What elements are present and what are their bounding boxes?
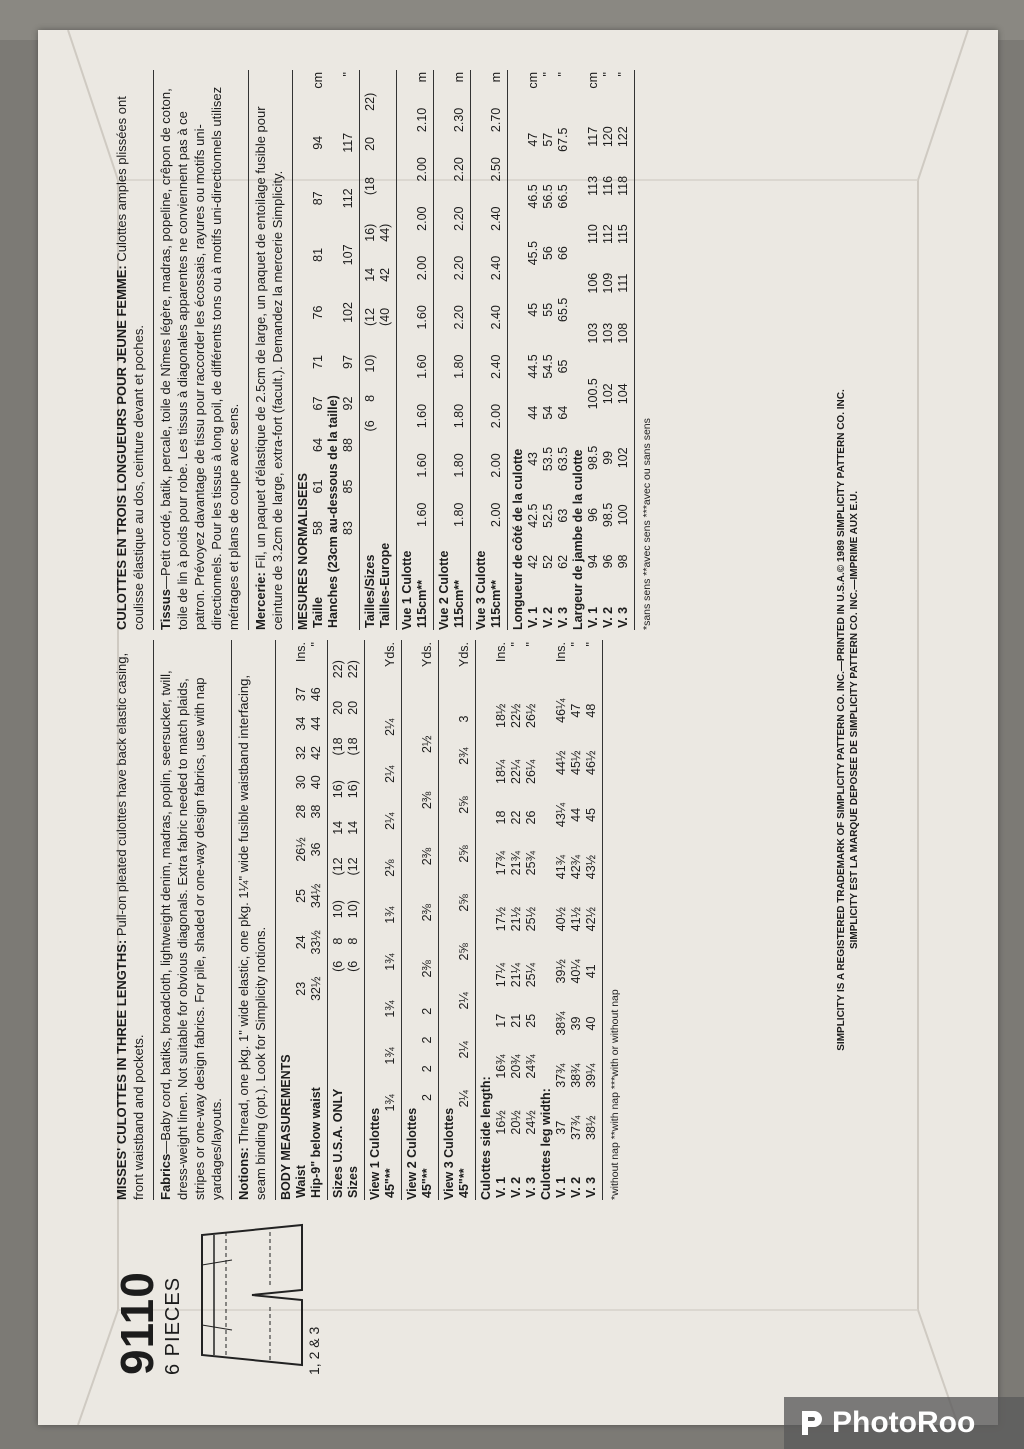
english-notions	[232, 640, 276, 1200]
notions-label: Notions:	[236, 1147, 251, 1200]
table-row: V. 1 37 37¾ 38¾ 39½ 40½ 41¾ 43¼ 44½ 46¼ Ins.	[554, 642, 568, 1198]
table-row: V. 2 20½ 20¾ 21 21¼ 21½ 21¾ 22 22¼ 22½ "	[509, 642, 523, 1198]
table-row: V. 3 24½ 24¾ 25 25¼ 25½ 25¾ 26 26¼ 26½ "	[524, 642, 538, 1198]
english-title: MISSES' CULOTTES IN THREE LENGTHS:	[114, 939, 129, 1200]
table-row: 83 85 88 92 97 102 107 112 117 "	[341, 72, 355, 535]
view3-yardage: View 3 Culottes 45"** 2¼ 2¼ 2¼ 2⅝ 2⅝ 2⅝ 2⅝ 2¾ 3 Yds.	[439, 640, 476, 1200]
french-column	[110, 70, 653, 630]
photoroom-logo-icon	[798, 1409, 824, 1437]
side-length-table	[494, 640, 539, 1200]
rotated-content	[110, 72, 890, 1375]
view2-yardage: View 2 Culottes 45"** 2 2 2 2 2⅜ 2⅜ 2⅜ 2⅜ 2½ Yds.	[402, 640, 439, 1200]
row-label: Waist	[294, 1165, 308, 1198]
notions-text: Fil, un paquet d'élastique de 2.5cm de large, un paquet de entoilage fusible pour ceinture de 3.2cm de large, extra-fort (facult.). Demandez la mercerie Simplicity.	[253, 106, 285, 630]
table-row: V. 3 38½ 39¼ 40 41 42½ 43½ 45 46½ 48 "	[584, 642, 598, 1198]
yardage-table	[415, 70, 430, 630]
sizes-section	[328, 640, 365, 1200]
leg-width-table	[586, 70, 631, 630]
table-row: V. 3 98 100 102 104 108 111 115 118 122 "	[616, 72, 630, 628]
yardage-table	[383, 640, 398, 1200]
french-fabrics	[154, 70, 249, 630]
table-row: Waist 23 24 25 26½ 28 30 32 34 37 Ins.	[294, 642, 308, 1198]
trademark-line-1: SIMPLICITY IS A REGISTERED TRADEMARK OF SIMPLICITY PATTERN CO. INC.—PRINTED IN U.S.A.© 1989 SIMPLICITY PATTERN CO. INC.	[836, 389, 847, 1051]
measurements-table	[294, 640, 324, 1200]
side-length-table	[526, 70, 571, 630]
table-row: Sizes U.S.A. ONLY (6 8 10) (12 14 16) (18 20 22)	[331, 660, 345, 1198]
fabrics-label: Fabrics	[158, 1153, 173, 1200]
french-notions	[249, 70, 293, 630]
notions-label: Mercerie:	[253, 572, 268, 630]
table-row: 45"** 1¾ 1¾ 1¾ 1¾ 1¾ 2⅛ 2¼ 2¼ 2¼ Yds.	[383, 642, 397, 1198]
table-row: Tailles/Sizes (6 8 10) (12 14 16) (18 20 22)	[363, 92, 377, 628]
sizes-table	[363, 70, 393, 630]
notions-text: Thread, one pkg. 1" wide elastic, one pkg. 1¼" wide fusible waistband interfacing, seam binding (opt.). Look for Simplicity notions.	[236, 675, 268, 1200]
row-label: Hip-9" below waist	[309, 1087, 323, 1198]
english-column	[110, 640, 621, 1200]
body-measurements-title: BODY MEASUREMENTS	[279, 1054, 293, 1200]
pieces-count: 6 PIECES	[162, 1276, 184, 1375]
views-label: 1, 2 & 3	[306, 1326, 322, 1375]
sizes-table	[331, 640, 361, 1200]
vue2-metrage: Vue 2 Culotte 115cm** 1.80 1.80 1.80 1.80 2.20 2.20 2.20 2.20 2.30 m	[434, 70, 471, 630]
table-row: Hip-9" below waist 32½ 33½ 34½ 36 38 40 42 44 46 "	[309, 642, 323, 1198]
english-intro: Pull-on pleated culottes have back elastic casing, front waistband and pockets.	[114, 652, 146, 1200]
longueur-cote: Longueur de côté de la culotte V. 1 42 42.5 43 44 44.5 45 45.5 46.5 47 cm V. 2 52 52.5 53.5 54 54.5 55 56 56.5 57 " V. 3 62 63 63.5 64 65 65.5 66 66.5 67.5 " Largeur de jambe de la culotte V. 1 94 96 98.5 100.5 103 106 110 113 117 cm V. 2 96 98.5 99 102 103 109 112 116 120 " V. 3 98 100 102 104 108 111 115 118 122 "	[508, 70, 635, 630]
table-row: V. 2 52 52.5 53.5 54 54.5 55 56 56.5 57 "	[541, 72, 555, 628]
side-length: Culottes side length: V. 1 16½ 16¾ 17 17¼ 17½ 17¾ 18 18¼ 18½ Ins. V. 2 20½ 20¾ 21 21¼ 21½ 21¾ 22 22¼ 22½ " V. 3 24½ 24¾ 25 25¼ 25½ 25¾ 26 26¼ 26½ " Culottes leg width: V. 1 37 37¾ 38¾ 39½ 40½ 41¾ 43¼ 44½ 46¼ Ins. V. 2 37¾ 38¾ 39 40¼ 41½ 42¾ 44 45½ 47 " V. 3 38½ 39¼ 40 41 42½ 43½ 45 46½ 48 "	[476, 640, 603, 1200]
photoroom-watermark	[784, 1397, 1024, 1449]
table-row: V. 1 42 42.5 43 44 44.5 45 45.5 46.5 47 cm	[526, 72, 540, 628]
table-row: V. 3 62 63 63.5 64 65 65.5 66 66.5 67.5 "	[556, 72, 570, 628]
table-row: Sizes (6 8 10) (12 14 16) (18 20 22)	[346, 660, 360, 1198]
french-title-block	[110, 70, 154, 630]
table-row: Hanches (23cm au-dessous de la taille)	[326, 395, 340, 628]
table-row: 115cm** 1.80 1.80 1.80 1.80 2.20 2.20 2.20 2.20 2.30 m	[452, 72, 466, 628]
vue3-metrage: Vue 3 Culotte 115cm** 2.00 2.00 2.00 2.40 2.40 2.40 2.40 2.50 2.70 m	[471, 70, 508, 630]
table-row: 115cm** 2.00 2.00 2.00 2.40 2.40 2.40 2.40 2.50 2.70 m	[489, 72, 503, 628]
table-row: Tailles-Europe (40 42 44)	[378, 223, 392, 628]
mesures-normalisees	[293, 70, 360, 630]
fabrics-text: —Petit cordé, batik, percale, toile de Nîmes légère, madras, popeline, crêpon de coton, toile de lin à poids pour robe. Les tissus à diagonales apparentes ne conviennent pas à ce patron. Prévoyez davantage de tissu pour raccorder les écossais, rayures ou motifs uni-directionnels. Pour les tissus à long poil, de différents tons ou à motifs uni-directionnels utilisez métrages et plans de coupe avec sens.	[158, 86, 241, 630]
yardage-table	[420, 640, 435, 1200]
table-row: 115cm** 1.60 1.60 1.60 1.60 1.60 2.00 2.00 2.00 2.10 m	[415, 72, 429, 628]
table-row: 45"** 2¼ 2¼ 2¼ 2⅝ 2⅝ 2⅝ 2⅝ 2¾ 3 Yds.	[457, 642, 471, 1198]
french-footnote: *sans sens **avec sens ***avec ou sans sens	[641, 418, 653, 630]
mesures-title: MESURES NORMALISEES	[296, 473, 310, 630]
yardage-table	[457, 640, 472, 1200]
pattern-number: 9110	[111, 1271, 163, 1375]
yardage-table	[452, 70, 467, 630]
trademark-line-2: SIMPLICITY EST LA MARQUE DEPOSEE DE SIMPLICITY PATTERN CO. INC.—IMPRIME AUX E.U.	[849, 491, 860, 950]
measurements-table	[311, 70, 356, 630]
watermark-text: PhotoRoo	[832, 1406, 976, 1439]
culottes-illustration	[192, 1215, 312, 1375]
english-title-block	[110, 640, 154, 1200]
table-row: V. 2 96 98.5 99 102 103 109 112 116 120 "	[601, 72, 615, 628]
leg-width-table	[554, 640, 599, 1200]
english-fabrics	[154, 640, 232, 1200]
table-row: V. 2 37¾ 38¾ 39 40¼ 41½ 42¾ 44 45½ 47 "	[569, 642, 583, 1198]
fabrics-text: —Baby cord, batiks, broadcloth, lightweight denim, madras, poplin, seersucker, twill, dress-weight linen. Not suitable for obvious diagonals. Extra fabric needed to match plaids, stripes or one-way design fabrics. For pile, shaded or one-way design fabrics, use with nap yardages/layouts.	[158, 670, 224, 1200]
trademark-notice	[835, 145, 861, 1295]
french-title: CULOTTES EN TROIS LONGUEURS POUR JEUNE FEMME:	[114, 265, 129, 630]
table-row: V. 1 16½ 16¾ 17 17¼ 17½ 17¾ 18 18¼ 18½ Ins.	[494, 642, 508, 1198]
fabrics-label: Tissus	[158, 589, 173, 630]
french-intro: Culottes amples plissées ont coulisse élastique au dos, ceinture devant et poches.	[114, 96, 146, 630]
english-footnote: *without nap **with nap ***with or without nap	[609, 989, 621, 1200]
table-row: V. 1 94 96 98.5 100.5 103 106 110 113 117 cm	[586, 72, 600, 628]
vue1-metrage: Vue 1 Culotte 115cm** 1.60 1.60 1.60 1.60 1.60 2.00 2.00 2.00 2.10 m	[397, 70, 434, 630]
table-row: Taille 58 61 64 67 71 76 81 87 94 cm	[311, 72, 325, 628]
tailles-section	[360, 70, 397, 630]
yardage-table	[489, 70, 504, 630]
view1-yardage: View 1 Culottes 45"** 1¾ 1¾ 1¾ 1¾ 1¾ 2⅛ 2¼ 2¼ 2¼ Yds.	[365, 640, 402, 1200]
body-measurements	[276, 640, 328, 1200]
table-row: 45"** 2 2 2 2 2⅜ 2⅜ 2⅜ 2⅜ 2½ Yds.	[420, 642, 434, 1198]
pattern-envelope	[38, 30, 998, 1425]
